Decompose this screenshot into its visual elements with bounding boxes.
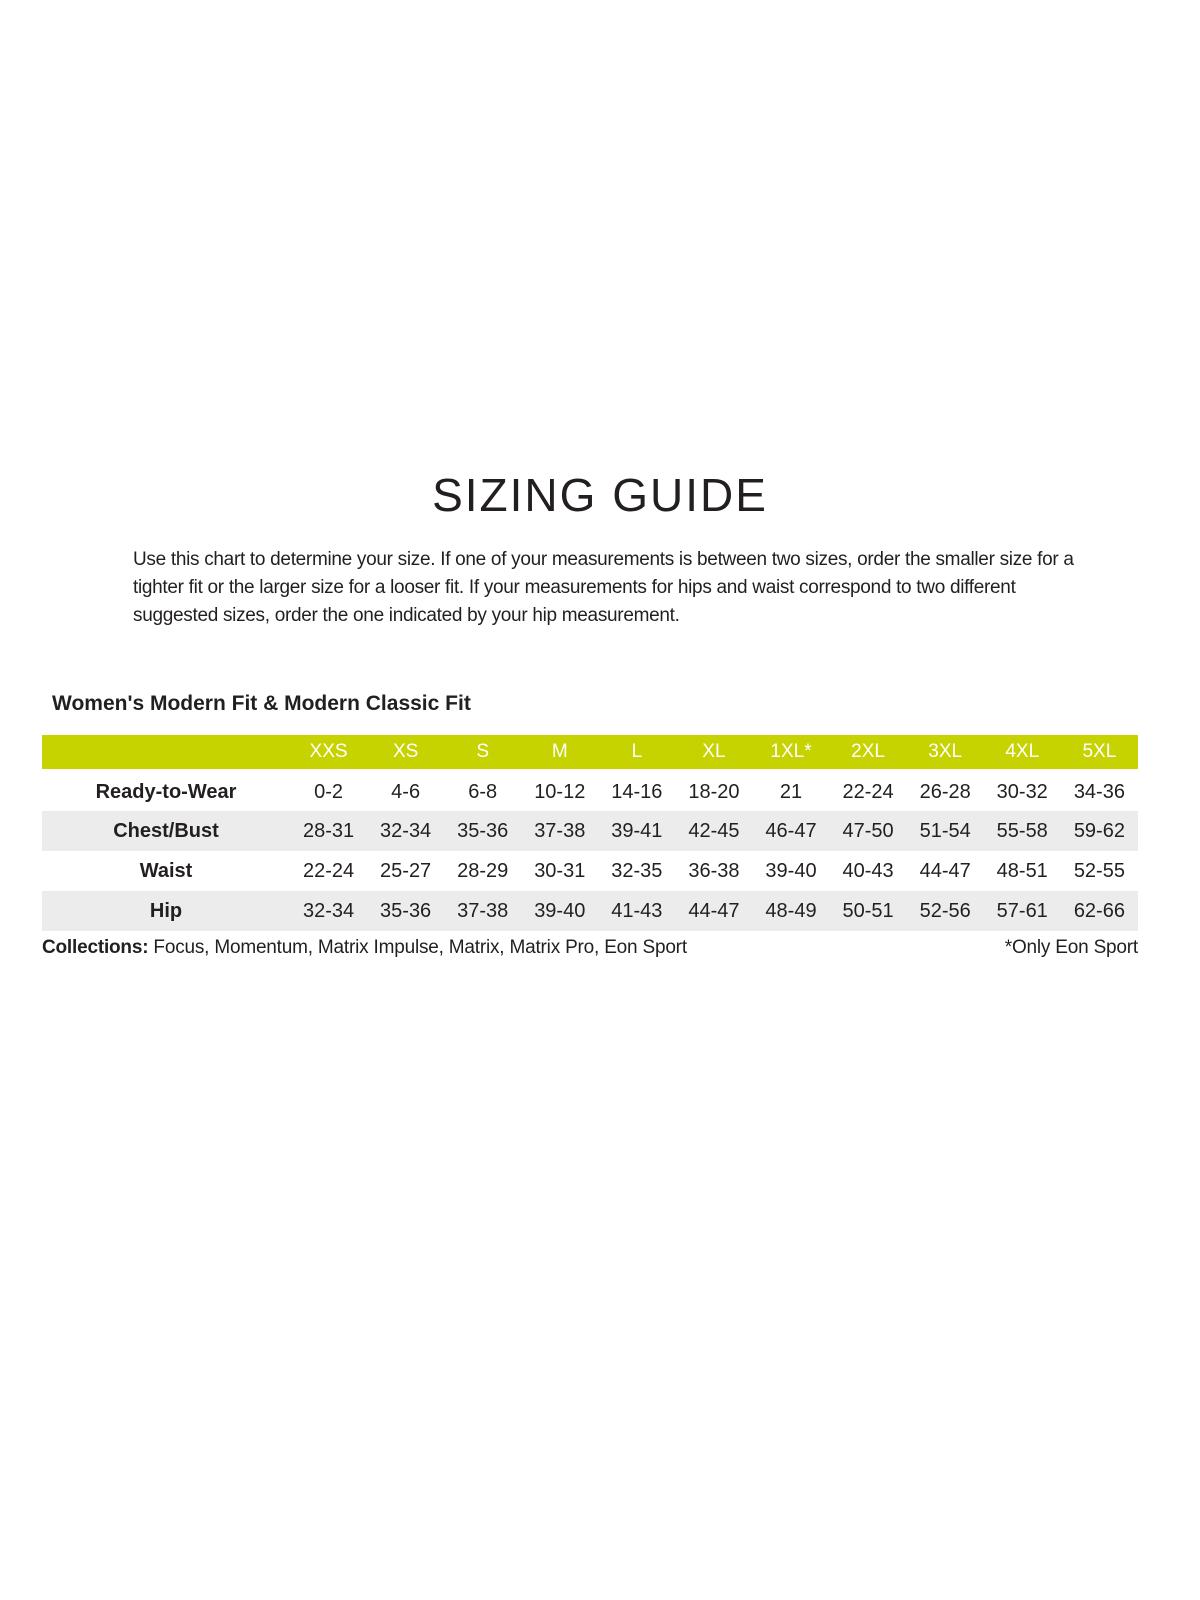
collections-list: Focus, Momentum, Matrix Impulse, Matrix, Matrix Pro, Eon Sport xyxy=(148,937,687,958)
table-row-hip xyxy=(42,891,1138,931)
size-cell: 14-16 xyxy=(598,771,675,811)
size-cell: 41-43 xyxy=(598,891,675,931)
table-row-ready-to-wear xyxy=(42,771,1138,811)
size-cell: 6-8 xyxy=(444,771,521,811)
size-cell: 39-41 xyxy=(598,811,675,851)
table-row-chest-bust xyxy=(42,811,1138,851)
size-cell: 39-40 xyxy=(765,859,817,882)
size-cell: 28-31 xyxy=(290,811,367,851)
size-cell: 36-38 xyxy=(688,859,740,882)
page-title: SIZING GUIDE xyxy=(432,469,768,521)
size-cell: 62-66 xyxy=(1061,891,1138,931)
size-table-body xyxy=(42,771,1138,931)
collections-label: Collections: xyxy=(42,937,149,958)
size-col-header: 4XL xyxy=(984,735,1061,771)
size-cell: 48-51 xyxy=(996,859,1048,882)
size-cell: 10-12 xyxy=(521,771,598,811)
size-cell: 50-51 xyxy=(830,891,907,931)
size-col-header: XXS xyxy=(290,735,367,771)
asterisk-note: *Only Eon Sport xyxy=(1004,937,1138,958)
size-cell: 22-24 xyxy=(830,771,907,811)
size-cell: 21 xyxy=(752,771,829,811)
collections-note xyxy=(42,937,687,959)
section-heading: Women's Modern Fit & Modern Classic Fit xyxy=(52,692,471,715)
size-cell: 32-35 xyxy=(611,859,663,882)
row-label: Chest/Bust xyxy=(42,811,290,851)
size-col-header: 2XL xyxy=(830,735,907,771)
size-cell: 47-50 xyxy=(830,811,907,851)
size-col-header: L xyxy=(598,735,675,771)
size-table-header xyxy=(42,735,1138,771)
size-col-header: 1XL* xyxy=(752,735,829,771)
header-row xyxy=(42,735,1138,771)
header-cell-empty xyxy=(42,735,290,771)
size-cell: 4-6 xyxy=(367,771,444,811)
size-cell: 46-47 xyxy=(752,811,829,851)
size-cell: 42-45 xyxy=(675,811,752,851)
size-cell: 39-40 xyxy=(521,891,598,931)
size-cell: 55-58 xyxy=(984,811,1061,851)
size-cell: 18-20 xyxy=(675,771,752,811)
size-cell: 35-36 xyxy=(367,891,444,931)
size-cell: 32-34 xyxy=(367,811,444,851)
table-footnotes xyxy=(42,937,1138,959)
size-cell: 0-2 xyxy=(290,771,367,811)
size-cell: 28-29 xyxy=(457,859,509,882)
size-col-header: M xyxy=(521,735,598,771)
size-col-header: S xyxy=(444,735,521,771)
size-cell: 34-36 xyxy=(1061,771,1138,811)
size-col-header: XS xyxy=(367,735,444,771)
size-col-header: XL xyxy=(675,735,752,771)
size-cell: 32-34 xyxy=(290,891,367,931)
size-chart-section xyxy=(42,692,1138,959)
size-cell: 44-47 xyxy=(675,891,752,931)
size-col-header: 5XL xyxy=(1061,735,1138,771)
table-row-waist xyxy=(42,851,1138,891)
size-cell: 35-36 xyxy=(444,811,521,851)
size-cell: 26-28 xyxy=(907,771,984,811)
intro-paragraph: Use this chart to determine your size. If one of your measurements is between two sizes, order the smaller size for a tighter fit or the larger size for a looser fit. If your measurements for hips and waist correspond to two different suggested sizes, order the one indicated by your hip measurement. xyxy=(133,549,1074,626)
size-cell: 51-54 xyxy=(907,811,984,851)
size-cell: 57-61 xyxy=(984,891,1061,931)
size-cell: 44-47 xyxy=(919,859,971,882)
row-label: Waist xyxy=(139,859,193,882)
row-label: Ready-to-Wear xyxy=(42,771,290,811)
size-table xyxy=(42,735,1138,931)
size-col-header: 3XL xyxy=(907,735,984,771)
size-cell: 30-32 xyxy=(984,771,1061,811)
size-cell: 52-56 xyxy=(907,891,984,931)
size-cell: 25-27 xyxy=(380,859,432,882)
size-cell: 22-24 xyxy=(302,859,355,882)
size-cell: 37-38 xyxy=(444,891,521,931)
size-cell: 37-38 xyxy=(521,811,598,851)
row-label: Hip xyxy=(42,891,290,931)
size-cell: 48-49 xyxy=(752,891,829,931)
size-cell: 59-62 xyxy=(1061,811,1138,851)
size-cell: 52-55 xyxy=(1073,859,1125,882)
size-cell: 40-43 xyxy=(842,859,894,882)
size-cell: 30-31 xyxy=(534,859,586,882)
